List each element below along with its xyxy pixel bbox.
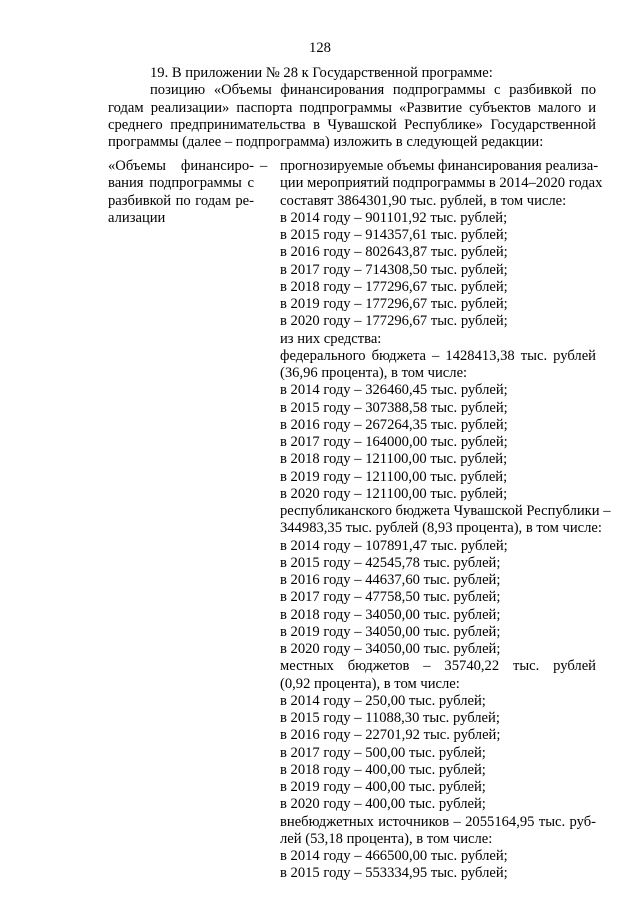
funding-line: (0,92 процента), в том числе: (280, 675, 460, 692)
position-title-line: вания подпрограммы с (108, 175, 254, 192)
page-number: 128 (309, 40, 331, 56)
funding-line: в 2017 году – 500,00 тыс. рублей; (280, 744, 486, 761)
funding-line: в 2014 году – 250,00 тыс. рублей; (280, 692, 486, 709)
funding-line: составят 3864301,90 тыс. рублей, в том числе: (280, 192, 567, 209)
funding-line: в 2020 году – 121100,00 тыс. рублей; (280, 485, 508, 502)
funding-line: внебюджетных источников – 2055164,95 тыс. руб- (280, 813, 596, 830)
funding-line: прогнозируемые объемы финансирования реализа- (280, 158, 599, 174)
funding-line: в 2017 году – 47758,50 тыс. рублей; (280, 589, 501, 606)
funding-line: (36,96 процента), в том числе: (280, 365, 468, 381)
position-title-line: «Объемы финансиро- (108, 158, 254, 174)
funding-line: в 2014 году – 466500,00 тыс. рублей; (280, 848, 508, 864)
funding-line: в 2018 году – 121100,00 тыс. рублей; (280, 451, 508, 468)
funding-line: в 2018 году – 177296,67 тыс. рублей; (280, 278, 508, 295)
funding-line: в 2020 году – 177296,67 тыс. рублей; (280, 313, 508, 330)
funding-line: в 2018 году – 34050,00 тыс. рублей; (280, 606, 501, 623)
intro-heading: 19. В приложении № 28 к Государственной программе: (150, 65, 493, 81)
position-dash: – (260, 158, 268, 174)
funding-line: в 2016 году – 22701,92 тыс. рублей; (280, 727, 501, 744)
funding-line: в 2018 году – 400,00 тыс. рублей; (280, 761, 486, 778)
funding-line: лей (53,18 процента), в том числе: (280, 830, 493, 847)
funding-line: в 2020 году – 34050,00 тыс. рублей; (280, 641, 501, 657)
funding-line: из них средства: (280, 330, 382, 347)
funding-line: в 2019 году – 34050,00 тыс. рублей; (280, 623, 501, 640)
funding-line: в 2016 году – 802643,87 тыс. рублей; (280, 244, 508, 261)
position-title-line: разбивкой по годам ре- (108, 192, 254, 209)
position-title (108, 158, 254, 227)
funding-line: в 2019 году – 121100,00 тыс. рублей; (280, 468, 508, 485)
funding-line: в 2015 году – 11088,30 тыс. рублей; (280, 710, 500, 726)
funding-line: в 2014 году – 326460,45 тыс. рублей; (280, 382, 508, 399)
funding-line: в 2015 году – 307388,58 тыс. рублей; (280, 399, 508, 416)
intro-paragraph: позицию «Объемы финансирования подпрограммы с разбивкой по годам реализации» паспорта подпрограммы «Развитие субъектов малого и среднего предпринимательства в Чувашской Республике» Государственной программы (далее – подпрограмма) изложить в следующей редакции: (108, 82, 596, 151)
funding-line: 344983,35 тыс. рублей (8,93 процента), в том числе: (280, 520, 602, 537)
funding-line: в 2016 году – 267264,35 тыс. рублей; (280, 416, 508, 433)
position-title-line: ализации (108, 209, 166, 226)
funding-line: местных бюджетов – 35740,22 тыс. рублей (280, 658, 596, 675)
funding-line: в 2014 году – 901101,92 тыс. рублей; (280, 209, 508, 226)
position-content (280, 158, 611, 883)
funding-line: в 2015 году – 42545,78 тыс. рублей; (280, 554, 501, 571)
funding-line: в 2016 году – 44637,60 тыс. рублей; (280, 572, 501, 588)
intro-section (108, 65, 596, 151)
funding-line: в 2019 году – 177296,67 тыс. рублей; (280, 296, 508, 312)
funding-line: в 2014 году – 107891,47 тыс. рублей; (280, 537, 508, 554)
funding-line: в 2015 году – 553334,95 тыс. рублей; (280, 865, 508, 882)
funding-line: республиканского бюджета Чувашской Республики – (280, 503, 611, 519)
funding-line: в 2017 году – 714308,50 тыс. рублей; (280, 261, 508, 278)
funding-line: федерального бюджета – 1428413,38 тыс. рублей (280, 347, 596, 364)
funding-line: в 2017 году – 164000,00 тыс. рублей; (280, 434, 508, 450)
funding-line: в 2015 году – 914357,61 тыс. рублей; (280, 227, 508, 243)
funding-line: в 2020 году – 400,00 тыс. рублей; (280, 796, 486, 813)
funding-line: ции мероприятий подпрограммы в 2014–2020 годах (280, 175, 603, 192)
funding-line: в 2019 году – 400,00 тыс. рублей; (280, 779, 486, 795)
